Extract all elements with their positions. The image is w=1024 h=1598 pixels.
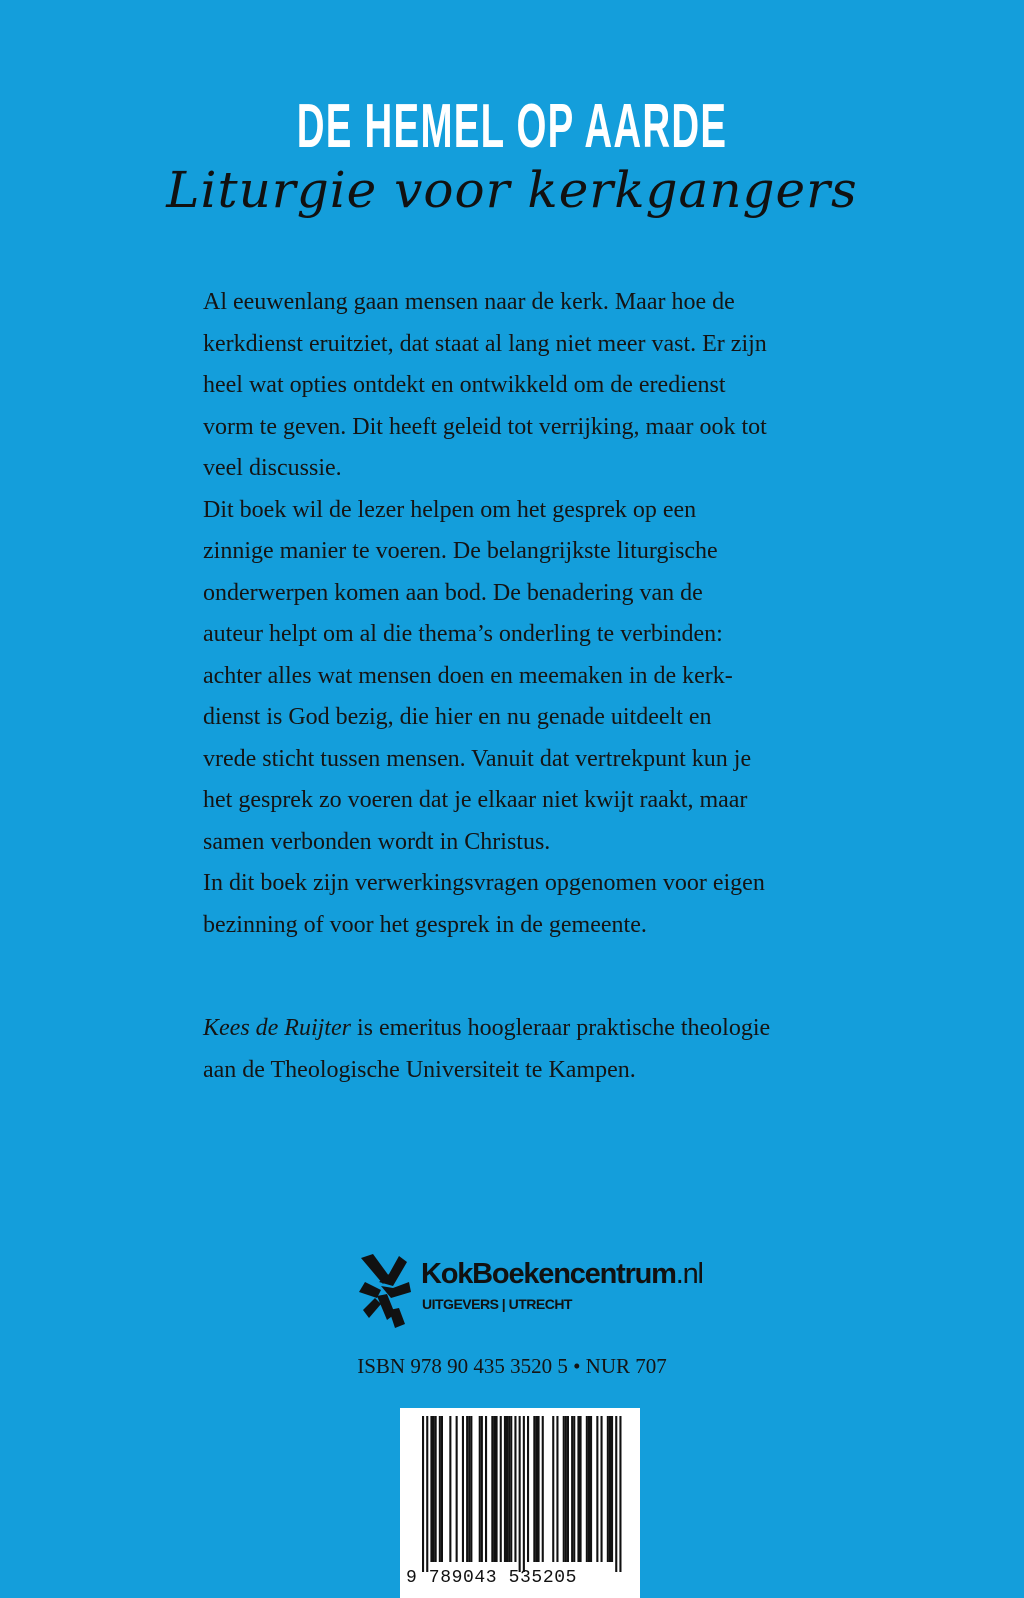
barcode-bar (571, 1416, 573, 1562)
barcode-bar (514, 1416, 516, 1562)
barcode-bar (468, 1416, 470, 1562)
isbn-nur-line: ISBN 978 90 435 3520 5 • NUR 707 (357, 1354, 667, 1378)
publisher-name-bold: KokBoekencentrum (421, 1258, 676, 1290)
barcode-bar (519, 1416, 521, 1572)
barcode-bar (573, 1416, 575, 1562)
barcode-bar (542, 1416, 544, 1562)
barcode-bar (504, 1416, 506, 1562)
publisher-name (421, 1258, 703, 1291)
blurb-paragraph (203, 490, 843, 864)
blurb-line: veel discussie. (203, 455, 342, 481)
barcode-bar (500, 1416, 502, 1562)
barcode-bar (508, 1416, 510, 1562)
barcode-bar (462, 1416, 464, 1562)
barcode-bar (588, 1416, 590, 1562)
barcode-bar (619, 1416, 621, 1572)
barcode-bar (556, 1416, 558, 1562)
barcode-bar (506, 1416, 508, 1562)
blurb-text (203, 282, 843, 946)
barcode-bar (430, 1416, 432, 1562)
blurb-line: samen verbonden wordt in Christus. (203, 828, 551, 855)
barcode-bar (563, 1416, 565, 1562)
barcode-bar (485, 1416, 487, 1562)
barcode-bar (493, 1416, 495, 1562)
publisher-tagline: UITGEVERS | UTRECHT (422, 1296, 572, 1312)
barcode-box (400, 1408, 640, 1598)
author-name: Kees de Ruijter (203, 1015, 351, 1041)
author-bio-text: is emeritus hoogleraar praktische theologie (350, 1015, 771, 1041)
blurb-line: achter alles wat mensen doen en meemaken in de kerk- (203, 662, 733, 689)
publisher-name-suffix: .nl (675, 1258, 703, 1290)
barcode-bar (538, 1416, 540, 1562)
barcode-bar (470, 1416, 472, 1562)
blurb-line: zinnige manier te voeren. De belangrijkste liturgische (203, 538, 718, 564)
blurb-line: bezinning of voor het gesprek in de gemeente. (203, 911, 647, 938)
barcode-bar (456, 1416, 458, 1562)
author-bio-line (203, 1008, 843, 1050)
barcode-bar (590, 1416, 592, 1562)
barcode-bar (552, 1416, 554, 1562)
barcode-bar (596, 1416, 598, 1562)
author-bio-line: aan de Theologische Universiteit te Kampen. (203, 1056, 636, 1083)
barcode-bar (607, 1416, 609, 1562)
barcode-bar (422, 1416, 424, 1572)
barcode-bar (435, 1416, 437, 1562)
barcode-bar (481, 1416, 483, 1562)
blurb-line: dienst is God bezig, die hier en nu genade uitdeelt en (203, 704, 712, 730)
barcode-bar (523, 1416, 525, 1572)
barcode-bar (565, 1416, 567, 1562)
blurb-line: heel wat opties ontdekt en ontwikkeld om de eredienst (203, 372, 726, 398)
barcode-bar (567, 1416, 569, 1562)
blurb-paragraph (203, 863, 843, 946)
barcode-digits: 9 789043 535205 (406, 1568, 578, 1588)
barcode-bar (449, 1416, 451, 1562)
barcode-bar (611, 1416, 613, 1562)
barcode-bar (479, 1416, 481, 1562)
barcode-bar (527, 1416, 529, 1562)
barcode-bar (426, 1416, 428, 1572)
blurb-line: In dit boek zijn verwerkingsvragen opgenomen voor eigen (203, 870, 765, 896)
barcode-bar (615, 1416, 617, 1572)
barcode-bar (533, 1416, 535, 1562)
barcode-bar (439, 1416, 441, 1562)
barcode-bar (510, 1416, 512, 1562)
blurb-line: auteur helpt om al die thema’s onderling te verbinden: (203, 621, 723, 647)
barcode-bar (535, 1416, 537, 1562)
barcode-bar (609, 1416, 611, 1562)
barcode-bar (441, 1416, 443, 1562)
book-subtitle: Liturgie voor kerkgangers (166, 161, 858, 219)
barcode-bar (601, 1416, 603, 1562)
barcode-bar (491, 1416, 493, 1562)
author-bio (203, 1008, 843, 1091)
barcode-bar (466, 1416, 468, 1562)
blurb-paragraph (203, 282, 843, 490)
blurb-line: kerkdienst eruitziet, dat staat al lang niet meer vast. Er zijn (203, 330, 767, 357)
blurb-line: Dit boek wil de lezer helpen om het gesprek op een (203, 496, 697, 523)
blurb-line: het gesprek zo voeren dat je elkaar niet kwijt raakt, maar (203, 787, 748, 813)
barcode-bar (496, 1416, 498, 1562)
barcode-bar (580, 1416, 582, 1562)
blurb-line: Al eeuwenlang gaan mensen naar de kerk. Maar hoe de (203, 289, 735, 315)
book-title: DE HEMEL OP AARDE (296, 92, 728, 161)
blurb-line: vorm te geven. Dit heeft geleid tot verrijking, maar ook tot (203, 413, 767, 440)
publisher-logo (359, 1252, 703, 1332)
blurb-line: vrede sticht tussen mensen. Vanuit dat vertrekpunt kun je (203, 745, 752, 772)
barcode-bar (586, 1416, 588, 1562)
blurb-line: onderwerpen komen aan bod. De benadering van de (203, 579, 703, 606)
barcode-bar (577, 1416, 579, 1562)
kokboekencentrum-logo-icon (359, 1252, 411, 1328)
barcode-bar (433, 1416, 435, 1562)
